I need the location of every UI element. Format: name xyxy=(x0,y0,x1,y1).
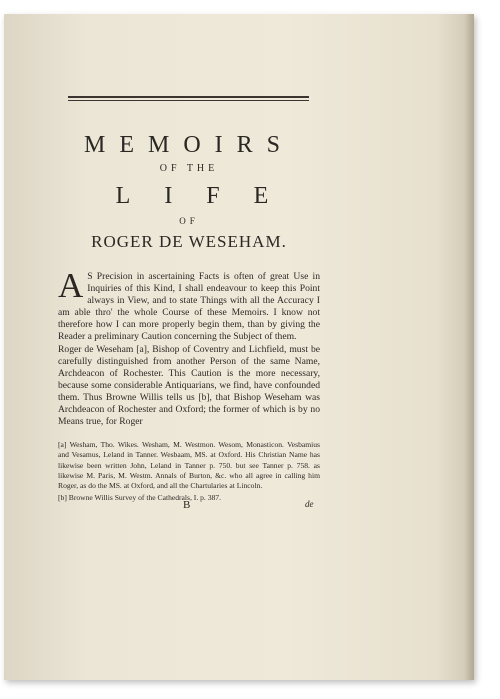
footnote-b: [b] Browne Willis Survey of the Cathedrals, I. p. 387. xyxy=(58,493,222,503)
title-of-the: OF THE xyxy=(159,163,219,174)
header-rule-thick xyxy=(68,96,309,98)
footnotes xyxy=(58,438,320,504)
drop-cap: A xyxy=(58,266,84,305)
paragraph-1-text: S Precision in ascertaining Facts is often of great Use in Inquiries of this Kind, I shall endeavour to keep this Point always in View, and to state Things with all the Accuracy I am able thro' the whole Course of these Memoirs. I know not therefore how I can more properly begin them, than by giving the Reader a preliminary Caution concerning the Subject of them. xyxy=(58,271,320,343)
title-name: ROGER DE WESEHAM. xyxy=(91,232,287,251)
title-of: OF xyxy=(179,216,199,226)
title-memoirs: MEMOIRS xyxy=(83,132,295,158)
paragraph-2-text: Roger de Weseham [a], Bishop of Coventry and Lichfield, must be carefully distinguished from another Person of the same Name, Archdeacon of Rochester. This Caution is the more necessary, because some considerable Antiquarians, we find, have confounded them. Thus Browne Willis tells us [b], that Bishop Weseham was Archdeacon of Rochester and Oxford; the former of which is by no Means true, for Roger xyxy=(58,343,320,428)
body-text xyxy=(58,266,320,438)
signature-mark: B xyxy=(183,499,191,511)
paragraph-1 xyxy=(58,266,320,344)
header-rule-thin xyxy=(68,100,309,101)
footnote-a: [a] Wesham, Tho. Wikes. Wesham, M. Westmon. Wesom, Monasticon. Vesbamius and Vesamus, Leland in Tanner. Wesbaam, MS. at Oxford. His Christian Name has likewise been written John, Leland in Tanner p. 750. but see Tanner p. 758. as likewise M. Paris, M. Westm. Annals of Burton, &c. who all agree in calling him Roger, as do the MS. at Oxford, and all the Chartularies at Lincoln. xyxy=(58,440,320,491)
title-life: LIFE xyxy=(115,183,303,209)
paragraph-2 xyxy=(58,344,320,429)
catchword: de xyxy=(305,499,314,509)
page-edge-shadow xyxy=(464,14,474,680)
